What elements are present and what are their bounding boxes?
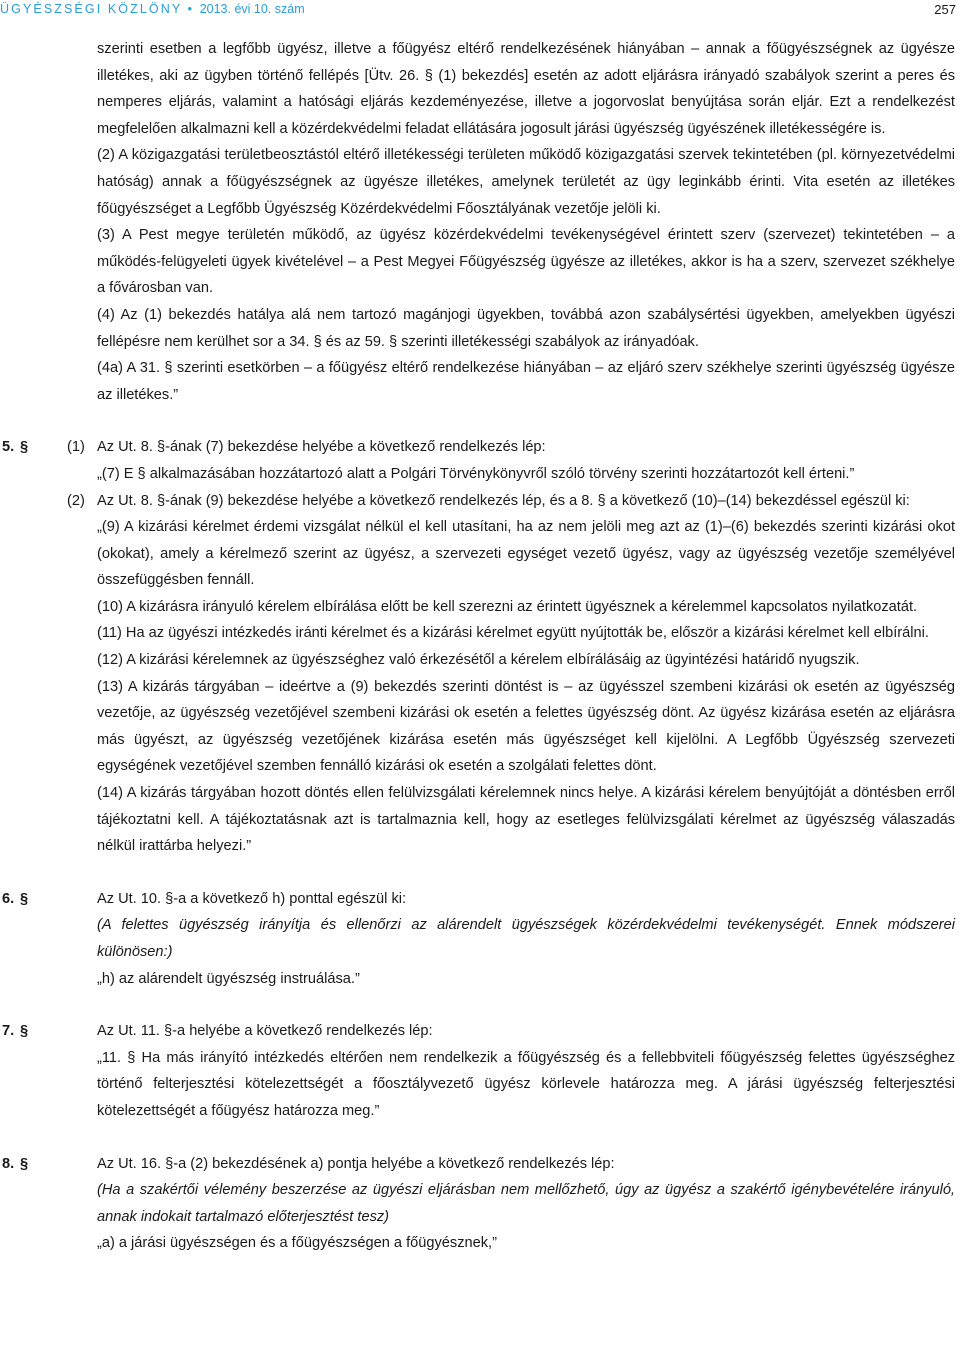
document-body bbox=[0, 36, 960, 1257]
issue-date: 2013. évi 10. szám bbox=[199, 2, 305, 16]
section-6 bbox=[0, 886, 960, 992]
quoted-provision: (10) A kizárásra irányuló kérelem elbírálása előtt be kell szerezni az érintett ügyésznek a kérelemmel kapcsolatos nyilatkozatát. bbox=[97, 598, 918, 615]
quoted-provision: (14) A kizárás tárgyában hozott döntés ellen felülvizsgálati kérelemnek nincs helye. A kizárási kérelem benyújtóját a döntésben erről tájékoztatni kell. A tájékoztatásnak azt is tartalmaznia kell, hogy az esetleges felülvizsgálati kérelmet az ügyészség válaszadás nélkül irattárba helyezi.” bbox=[97, 785, 955, 855]
intro-paragraph: (4a) A 31. § szerinti esetkörben – a főügyész eltérő rendelkezése hiányában – az eljáró szerv székhelye szerinti ügyészség ügyésze az illetékes.” bbox=[97, 360, 955, 403]
section-8 bbox=[0, 1151, 960, 1257]
page-number: 257 bbox=[934, 2, 956, 17]
subsection-number: (1) bbox=[67, 439, 85, 456]
section-symbol: § bbox=[20, 439, 29, 456]
quoted-provision: (12) A kizárási kérelemnek az ügyészséghez való érkezésétől a kérelem elbírálásáig az ügyintézési határidő nyugszik. bbox=[97, 652, 860, 669]
quoted-provision: „a) a járási ügyészségen és a főügyészségen a főügyésznek,” bbox=[97, 1235, 497, 1252]
running-head bbox=[0, 2, 305, 16]
quoted-provision: (13) A kizárás tárgyában – ideértve a (9) bekezdés szerinti döntést is – az ügyésszel szembeni kizárási ok esetén az ügyészség vezetője, az ügyészség vezetőjével szembeni kizárási ok esetén a felettes ügyészség dönt. Az ügyész kizárása esetén az eljárásra más ügyészt, az ügyészség vezetőjének kizárása esetén más ügyészséget kell kijelölni. A Legfőbb Ügyészség szervezeti egységének vezetőjével szemben fennálló kizárási ok esetén a szolgálati felettes dönt. bbox=[97, 678, 955, 775]
subsection-1 bbox=[0, 434, 960, 461]
page-header bbox=[0, 2, 960, 26]
journal-title: ÜGYÉSZSÉGI KÖZLÖNY bbox=[0, 2, 183, 16]
quoted-provision: „(9) A kizárási kérelmet érdemi vizsgálat nélkül el kell utasítani, ha az nem jelöli meg azt az (1)–(6) bekezdés szerinti kizárási okot (okokat), amely a kérelmező szerint az ügyész, a szervezeti egységet vezető ügyész, vagy az ügyészség vezetője személyével összefüggésben fennáll. bbox=[97, 519, 955, 589]
intro-paragraph: (2) A közigazgatási területbeosztástól eltérő illetékességi területen működő közigazgatási szervek tekintetében (pl. környezetvédelmi hatóság) annak a főügyészségnek az ügyésze illetékes, amelynek területét az ügy leginkább érinti. Vita esetén az illetékes főügyészséget a Legfőbb Ügyészség Közérdekvédelmi Főosztályának vezetője jelöli ki. bbox=[97, 147, 955, 217]
subsection-text: Az Ut. 8. §-ának (9) bekezdése helyébe a következő rendelkezés lép, és a 8. § a következő (10)–(14) bekezdéssel egészül ki: bbox=[97, 492, 910, 509]
section-7 bbox=[0, 1018, 960, 1124]
quoted-provision: „h) az alárendelt ügyészség instruálása.” bbox=[97, 970, 360, 987]
section-symbol: § bbox=[20, 1023, 29, 1040]
section-text: Az Ut. 11. §-a helyébe a következő rendelkezés lép: bbox=[97, 1023, 433, 1040]
intro-paragraph: szerinti esetben a legfőbb ügyész, illetve a főügyész eltérő rendelkezésének hiányában – annak a főügyészségnek az ügyésze illetékes, aki az ügyben történő fellépés [Ütv. 26. § (1) bekezdés] esetén az adott eljárásra irányadó szabályok szerint a peres és nemperes eljárás, valamint a hatósági eljárás kezdeményezése, illetve a jogorvoslat benyújtása során eljár. Ezt a rendelkezést megfelelően alkalmazni kell a közérdekvédelmi feladat ellátására jogosult járási ügyészség ügyészének illetékességére is. bbox=[97, 41, 955, 137]
section-text: Az Ut. 16. §-a (2) bekezdésének a) pontja helyébe a következő rendelkezés lép: bbox=[97, 1155, 615, 1172]
intro-paragraph: (3) A Pest megye területén működő, az ügyész közérdekvédelmi tevékenységével érintett szerv (szervezet) tekintetében – a működés-felügyeleti ügyek kivételével – a Pest Megyei Főügyészség ügyésze az illetékes, akkor is ha a szerv, szervezet székhelye a fővárosban van. bbox=[97, 227, 955, 297]
italic-context: (Ha a szakértői vélemény beszerzése az ügyészi eljárásban nem mellőzhető, úgy az ügyész a szakértő igénybevételére irányuló, annak indokait tartalmazó előterjesztést tesz) bbox=[97, 1182, 955, 1225]
quoted-provision: „(7) E § alkalmazásában hozzátartozó alatt a Polgári Törvénykönyvről szóló törvény szerinti hozzátartozót kell érteni.” bbox=[97, 465, 855, 482]
section-number: 7. bbox=[2, 1023, 15, 1040]
section-5 bbox=[0, 434, 960, 860]
intro-block bbox=[0, 36, 960, 408]
section-number: 8. bbox=[2, 1155, 15, 1172]
subsection-number: (2) bbox=[67, 492, 85, 509]
section-text: Az Ut. 10. §-a a következő h) ponttal egészül ki: bbox=[97, 890, 407, 907]
quoted-provision: (11) Ha az ügyészi intézkedés iránti kérelmet és a kizárási kérelmet együtt nyújtották be, először a kizárási kérelmet kell elbírálni. bbox=[97, 625, 929, 642]
section-symbol: § bbox=[20, 890, 29, 907]
section-number: 5. bbox=[2, 439, 15, 456]
subsection-text: Az Ut. 8. §-ának (7) bekezdése helyébe a következő rendelkezés lép: bbox=[97, 439, 546, 456]
italic-context: (A felettes ügyészség irányítja és ellenőrzi az alárendelt ügyészségek közérdekvédelmi tevékenységét. Ennek módszerei különösen:) bbox=[97, 917, 955, 960]
section-number: 6. bbox=[2, 890, 15, 907]
intro-paragraph: (4) Az (1) bekezdés hatálya alá nem tartozó magánjogi ügyekben, továbbá azon szabálysértési ügyekben, amelyekben ügyészi fellépésre nem kerülhet sor a 34. § és az 59. § szerinti illetékességi szabályok az irányadóak. bbox=[97, 306, 955, 350]
section-symbol: § bbox=[20, 1155, 29, 1172]
separator-bullet: • bbox=[187, 2, 195, 16]
quoted-provision: „11. § Ha más irányító intézkedés eltérően nem rendelkezik a főügyészség és a fellebbviteli főügyészség felettes ügyészséghez történő felterjesztési kötelezettségét a főosztályvezető ügyész körlevele határozza meg. A járási ügyészség felterjesztési kötelezettségét a főügyész határozza meg.” bbox=[97, 1049, 955, 1119]
subsection-2 bbox=[0, 488, 960, 515]
